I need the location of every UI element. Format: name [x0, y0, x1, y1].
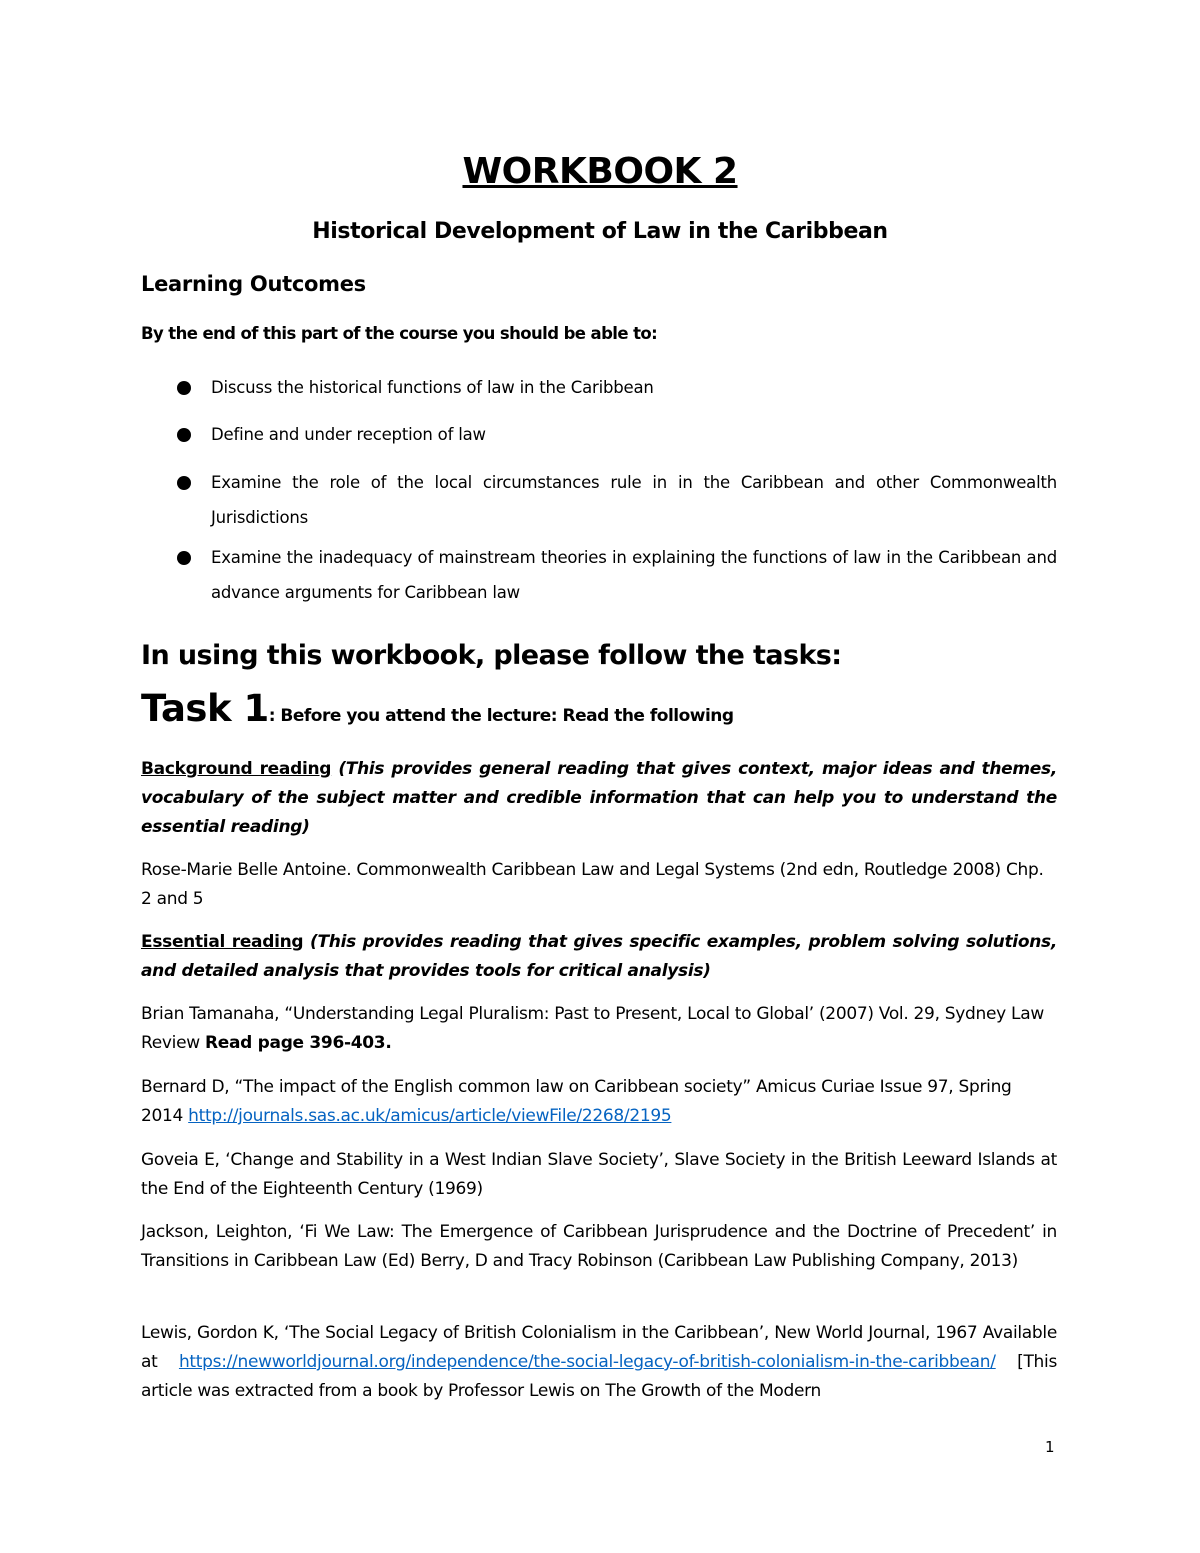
essential-reading-label: Essential reading	[141, 932, 304, 952]
task-1-heading	[141, 684, 734, 741]
new-world-journal-link[interactable]: https://newworldjournal.org/independence/the-social-legacy-of-british-colonialism-in-the-caribbean/	[178, 1352, 996, 1372]
background-reading-note: (This provides general reading that gives context, major ideas and themes, vocabulary of the subject matter and credible information that can help you to understand the essential reading)	[141, 759, 1058, 837]
essential-reading-intro	[141, 928, 1057, 986]
tasks-heading: In using this workbook, please follow the tasks:	[141, 640, 842, 671]
essential-citation-bernard: Bernard D, “The impact of the English common law on Caribbean society” Amicus Curiae Issue 97, Spring 2014 http://journals.sas.ac.uk/amicus/article/viewFile/2268/2195	[141, 1077, 1012, 1126]
learning-outcomes-heading: Learning Outcomes	[141, 272, 366, 296]
essential-citation-jackson: Jackson, Leighton, ‘Fi We Law: The Emergence of Caribbean Jurisprudence and the Doctrine of Precedent’ in Transitions in Caribbean Law (Ed) Berry, D and Tracy Robinson (Caribbean Law Publishing Company, 2013)	[141, 1222, 1057, 1271]
essential-citation-lewis: Lewis, Gordon K, ‘The Social Legacy of British Colonialism in the Caribbean’, New World Journal, 1967 Available at https://newworldjournal.org/independence/the-social-legacy-of-british-colonialism-in-the-caribbean/ [This article was extracted from a book by Professor Lewis on The Growth of the Modern	[141, 1323, 1057, 1401]
learning-outcomes-intro: By the end of this part of the course you should be able to:	[141, 324, 658, 343]
bullet-icon	[177, 551, 191, 565]
workbook-subtitle: Historical Development of Law in the Caribbean	[312, 219, 888, 244]
background-citation: Rose-Marie Belle Antoine. Commonwealth Caribbean Law and Legal Systems (2nd edn, Routledge 2008) Chp. 2 and 5	[141, 860, 1044, 909]
task-1-instruction: : Before you attend the lecture: Read the following	[268, 706, 734, 726]
learning-outcome-item: Discuss the historical functions of law in the Caribbean	[211, 378, 654, 397]
essential-citation-goveia: Goveia E, ‘Change and Stability in a West Indian Slave Society’, Slave Society in the British Leeward Islands at the End of the Eighteenth Century (1969)	[141, 1150, 1057, 1199]
learning-outcome-item: Examine the inadequacy of mainstream theories in explaining the functions of law in the Caribbean and advance arguments for Caribbean law	[211, 548, 1057, 602]
bullet-icon	[177, 428, 191, 442]
bullet-icon	[177, 381, 191, 395]
essential-citation-tamanaha: Brian Tamanaha, “Understanding Legal Pluralism: Past to Present, Local to Global’ (2007) Vol. 29, Sydney Law Review Read page 396-403.	[141, 1004, 1044, 1053]
essential-reading-note: (This provides reading that gives specific examples, problem solving solutions, and detailed analysis that provides tools for critical analysis)	[141, 932, 1057, 981]
task-1-label: Task 1	[141, 687, 269, 730]
workbook-title: WORKBOOK 2	[462, 151, 738, 192]
read-pages-note: Read page 396-403.	[204, 1033, 392, 1053]
learning-outcome-item: Define and under reception of law	[211, 425, 486, 444]
learning-outcome-item: Examine the role of the local circumstances rule in in the Caribbean and other Commonwealth Jurisdictions	[211, 473, 1057, 527]
amicus-article-link[interactable]: http://journals.sas.ac.uk/amicus/article/viewFile/2268/2195	[188, 1106, 672, 1126]
bullet-icon	[177, 476, 191, 490]
background-reading-intro	[141, 755, 1057, 842]
background-reading-label: Background reading	[141, 759, 332, 779]
page-number: 1	[1045, 1438, 1055, 1456]
